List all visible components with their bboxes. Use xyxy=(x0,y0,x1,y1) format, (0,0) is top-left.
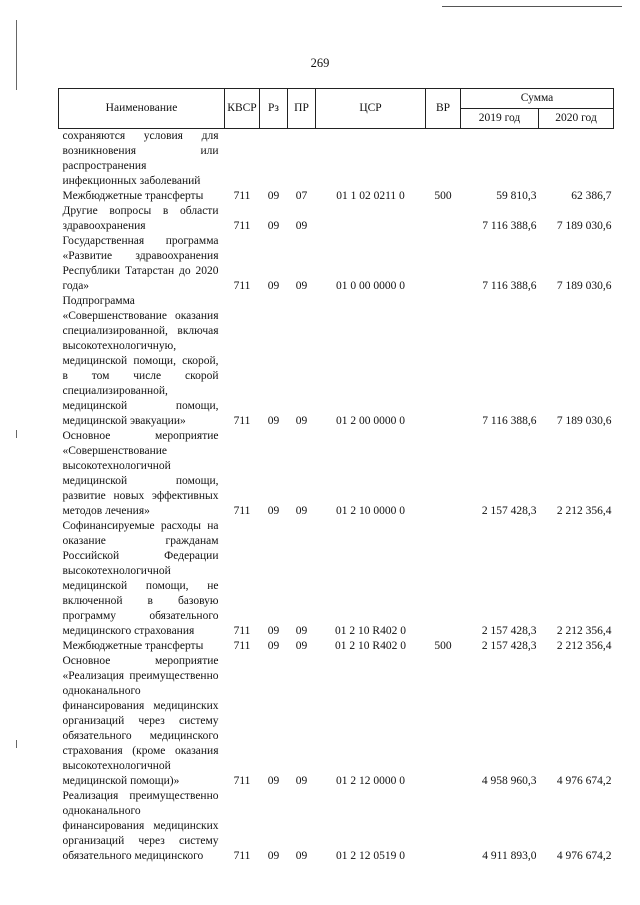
row-pr: 09 xyxy=(295,220,308,232)
row-csr: 01 2 00 0000 0 xyxy=(336,415,405,427)
header-kvsr: КВСР xyxy=(225,89,260,129)
row-kvsr xyxy=(225,129,260,190)
table-row xyxy=(59,204,614,234)
row-sum-2020: 7 189 030,6 xyxy=(556,415,612,427)
row-rz: 09 xyxy=(267,850,280,862)
row-pr: 09 xyxy=(295,850,308,862)
row-sum-2019: 7 116 388,6 xyxy=(482,280,537,292)
table-row xyxy=(59,654,614,789)
row-sum-2020: 62 386,7 xyxy=(571,190,612,202)
header-csr: ЦСР xyxy=(316,89,426,129)
row-rz: 09 xyxy=(267,415,280,427)
row-name: сохраняются условия для возникновения или распространения инфекционных заболеваний xyxy=(62,130,219,187)
row-vr xyxy=(426,654,461,789)
row-name: Государственная программа «Развитие здравоохранения Республики Татарстан до 2020 года» xyxy=(62,235,219,292)
row-rz: 09 xyxy=(267,220,280,232)
header-sum: Сумма xyxy=(461,89,614,109)
row-kvsr: 711 xyxy=(233,640,251,652)
margin-mark xyxy=(16,740,17,748)
row-csr: 01 2 10 R402 0 xyxy=(335,640,406,652)
row-pr: 07 xyxy=(295,190,308,202)
row-vr xyxy=(426,294,461,429)
row-csr: 01 1 02 0211 0 xyxy=(336,190,405,202)
row-pr xyxy=(288,129,316,190)
row-name: Межбюджетные трансферты xyxy=(62,640,204,652)
table-row xyxy=(59,639,614,654)
row-sum-2020: 2 212 356,4 xyxy=(556,640,612,652)
row-rz: 09 xyxy=(267,190,280,202)
row-vr xyxy=(426,519,461,639)
row-sum-2019: 2 157 428,3 xyxy=(481,640,537,652)
row-csr: 01 2 12 0000 0 xyxy=(336,775,405,787)
row-sum-2020: 4 976 674,2 xyxy=(556,850,612,862)
top-rule xyxy=(442,6,622,7)
row-csr xyxy=(316,204,426,234)
row-sum-2019: 7 116 388,6 xyxy=(482,220,537,232)
row-name: Другие вопросы в области здравоохранения xyxy=(62,205,219,232)
row-pr: 09 xyxy=(295,775,308,787)
row-kvsr: 711 xyxy=(233,415,251,427)
row-sum-2019: 2 157 428,3 xyxy=(481,505,537,517)
row-vr xyxy=(426,129,461,190)
row-sum-2019 xyxy=(461,129,539,190)
table-row xyxy=(59,429,614,519)
row-sum-2019: 4 958 960,3 xyxy=(481,775,537,787)
row-name: Софинансируемые расходы на оказание гражданам Российской Федерации высокотехнологичной медицинской помощи, не включенной в базовую программу обязательного медицинского страхования xyxy=(62,520,219,637)
row-pr: 09 xyxy=(295,625,308,637)
row-sum-2020 xyxy=(539,129,614,190)
header-pr: ПР xyxy=(288,89,316,129)
budget-table xyxy=(58,88,614,864)
row-sum-2020: 2 212 356,4 xyxy=(556,505,612,517)
row-vr: 500 xyxy=(434,640,452,652)
table-row xyxy=(59,129,614,190)
row-csr: 01 2 12 0519 0 xyxy=(336,850,405,862)
row-sum-2020: 2 212 356,4 xyxy=(556,625,612,637)
row-name: Реализация преимущественно одноканального финансирования медицинских организаций через систему обязательного медицинского xyxy=(62,790,219,862)
row-pr: 09 xyxy=(295,505,308,517)
row-vr: 500 xyxy=(434,190,452,202)
row-csr: 01 0 00 0000 0 xyxy=(336,280,405,292)
row-kvsr: 711 xyxy=(233,850,251,862)
row-kvsr: 711 xyxy=(233,220,251,232)
row-vr xyxy=(426,234,461,294)
row-pr: 09 xyxy=(295,640,308,652)
row-sum-2019: 4 911 893,0 xyxy=(482,850,537,862)
header-year-2020: 2020 год xyxy=(539,109,614,129)
header-name: Наименование xyxy=(59,89,225,129)
page-number: 269 xyxy=(310,56,330,70)
row-name: Подпрограмма «Совершенствование оказания специализированной, включая высокотехнологичную, медицинской помощи, скорой, в том числе скорой специализированной, медицинской помощи, медицинской эвакуации» xyxy=(62,295,219,427)
row-name: Основное мероприятие «Реализация преимущественно одноканального финансирования медицинских организаций через систему обязательного медицинского страхования (кроме оказания высокотехнологичной медицинской помощи)» xyxy=(62,655,219,787)
row-kvsr: 711 xyxy=(233,775,251,787)
row-vr xyxy=(426,429,461,519)
row-sum-2019: 7 116 388,6 xyxy=(482,415,537,427)
row-kvsr: 711 xyxy=(233,190,251,202)
header-rz: Рз xyxy=(260,89,288,129)
row-sum-2020: 7 189 030,6 xyxy=(556,280,612,292)
row-csr: 01 2 10 0000 0 xyxy=(336,505,405,517)
row-rz: 09 xyxy=(267,505,280,517)
row-vr xyxy=(426,789,461,864)
row-rz: 09 xyxy=(267,625,280,637)
row-rz xyxy=(260,129,288,190)
margin-mark xyxy=(16,430,17,438)
row-kvsr: 711 xyxy=(233,505,251,517)
header-year-2019: 2019 год xyxy=(461,109,539,129)
row-sum-2020: 4 976 674,2 xyxy=(556,775,612,787)
row-sum-2019: 2 157 428,3 xyxy=(481,625,537,637)
header-vr: ВР xyxy=(426,89,461,129)
row-csr xyxy=(316,129,426,190)
table-body xyxy=(59,129,614,865)
row-rz: 09 xyxy=(267,640,280,652)
row-pr: 09 xyxy=(295,415,308,427)
row-sum-2020: 7 189 030,6 xyxy=(556,220,612,232)
row-sum-2019: 59 810,3 xyxy=(496,190,537,202)
row-rz: 09 xyxy=(267,280,280,292)
row-rz: 09 xyxy=(267,775,280,787)
table-row xyxy=(59,789,614,864)
table-row xyxy=(59,189,614,204)
row-name: Межбюджетные трансферты xyxy=(62,190,204,202)
row-csr: 01 2 10 R402 0 xyxy=(335,625,406,637)
table-row xyxy=(59,234,614,294)
table-row xyxy=(59,294,614,429)
row-pr: 09 xyxy=(295,280,308,292)
table-row xyxy=(59,519,614,639)
row-vr xyxy=(426,204,461,234)
row-name: Основное мероприятие «Совершенствование высокотехнологичной медицинской помощи, развитие новых эффективных методов лечения» xyxy=(62,430,219,517)
margin-mark xyxy=(16,20,17,90)
row-kvsr: 711 xyxy=(233,625,251,637)
row-kvsr: 711 xyxy=(233,280,251,292)
